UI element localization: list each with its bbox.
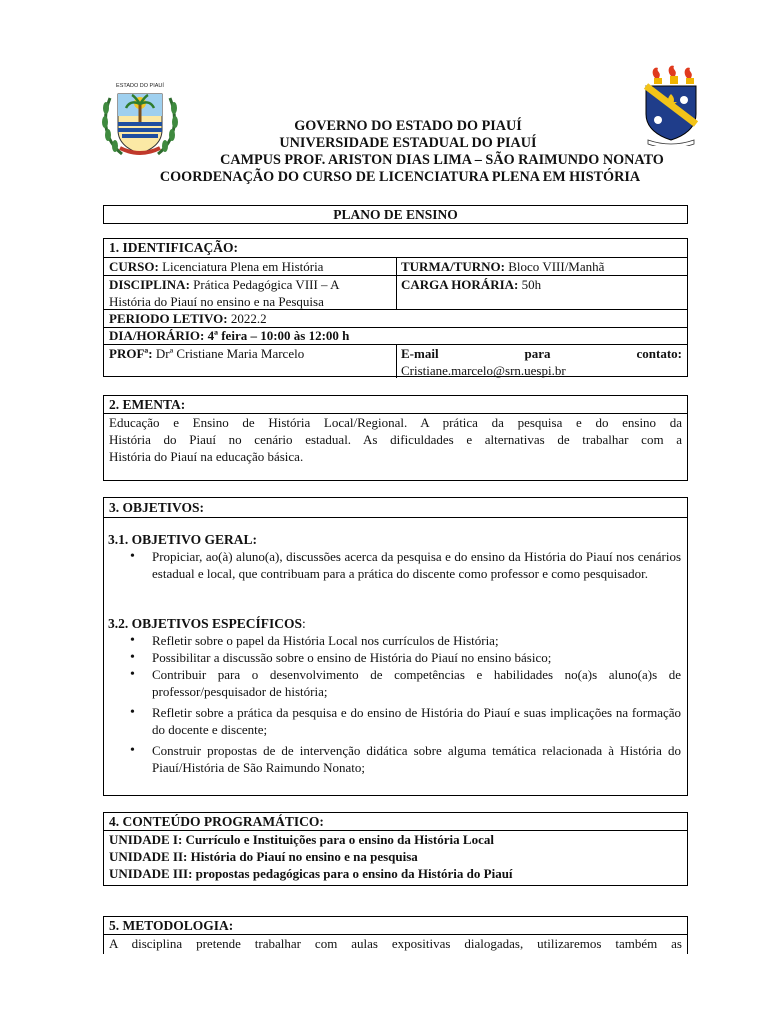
seal-caption: ESTADO DO PIAUÍ [116,83,164,89]
conteudo-unidades [104,831,687,882]
email-label-2: para [524,346,551,361]
prof-value: Drª Cristiane Maria Marcelo [155,346,305,361]
objetivos-especificos [104,616,687,776]
email-label-1: E-mail [401,346,439,361]
curso-value: Licenciatura Plena em História [162,259,324,274]
prof-label: PROFª: [109,346,153,361]
objetivo-geral-title: 3.1. OBJETIVO GERAL: [108,532,258,547]
ementa-line-2: História do Piauí no cenário estadual. As dificuldades e alternativas de trabalhar com a [109,432,682,447]
list-item: • Construir propostas de de intervenção didática sobre alguma temática relacionada à História do Piauí/História de São Raimundo Nonato; [104,742,687,776]
piaui-state-seal [100,78,180,160]
curso-label: CURSO: [109,259,159,274]
identificacao-title: 1. IDENTIFICAÇÃO: [109,240,239,255]
objetivos-especificos-title: 3.2. OBJETIVOS ESPECÍFICOS: [108,616,306,631]
periodo-value: 2022.2 [230,311,267,326]
unidade-i: UNIDADE I: Currículo e Instituições para o ensino da História Local [109,832,494,847]
periodo-label: PERIODO LETIVO: [109,311,228,326]
carga-label: CARGA HORÁRIA: [401,277,519,292]
curso-row [104,258,396,275]
list-item: • Contribuir para o desenvolvimento de competências e habilidades no(a)s aluno(a)s de professor/pesquisador de história; [104,666,687,700]
ementa-line-1: Educação e Ensino de História Local/Regional. A prática da pesquisa e do ensino da [109,415,682,430]
disciplina-label: DISCIPLINA: [109,277,190,292]
objetivo-geral-list [104,548,687,582]
uespi-crest [640,64,702,146]
ementa-text [104,414,687,465]
objetivos-especificos-list [104,632,687,776]
header-universidade: UNIVERSIDADE ESTADUAL DO PIAUÍ [279,135,537,151]
metodologia-title: 5. METODOLOGIA: [109,918,234,933]
objetivos-section [103,497,688,796]
disciplina-row [104,276,396,310]
email-value: Cristiane.marcelo@srn.uespi.br [401,363,566,378]
conteudo-title: 4. CONTEÚDO PROGRAMÁTICO: [109,814,324,829]
header-coordenacao: COORDENAÇÃO DO CURSO DE LICENCIATURA PLENA EM HISTÓRIA [159,169,641,185]
plan-title-box [103,205,688,224]
list-item: • Possibilitar a discussão sobre o ensino de História do Piauí no ensino básico; [104,649,687,666]
metodologia-line-1: A disciplina pretende trabalhar com aulas expositivas dialogadas, utilizaremos também as [109,936,682,951]
periodo-row [104,310,687,327]
plan-title: PLANO DE ENSINO [333,207,458,222]
objetivos-title: 3. OBJETIVOS: [109,500,205,515]
ementa-title: 2. EMENTA: [109,397,186,412]
list-item: • Refletir sobre a prática da pesquisa e do ensino de História do Piauí e suas implicações na formação do docente e discente; [104,704,687,738]
turma-label: TURMA/TURNO: [401,259,505,274]
header-campus: CAMPUS PROF. ARISTON DIAS LIMA – SÃO RAIMUNDO NONATO [220,152,664,168]
identificacao-section [103,238,688,377]
disciplina-value-2: História do Piauí no ensino e na Pesquisa [109,294,324,309]
conteudo-section [103,812,688,886]
turma-value: Bloco VIII/Manhã [508,259,605,274]
list-item: • Propiciar, ao(à) aluno(a), discussões acerca da pesquisa e do ensino da História do Piauí nos cenários estadual e local, que contribuam para a prática do discente como professor e como pesquisador. [104,548,687,582]
email-label-3: contato: [636,346,682,361]
carga-row [396,276,687,293]
unidade-iii: UNIDADE III: propostas pedagógicas para o ensino da História do Piauí [109,866,513,881]
metodologia-section [103,916,688,954]
list-item: • Refletir sobre o papel da História Local nos currículos de História; [104,632,687,649]
unidade-ii: UNIDADE II: História do Piauí no ensino e na pesquisa [109,849,418,864]
ementa-line-3: História do Piauí na educação básica. [109,449,304,464]
objetivo-geral [104,532,687,582]
carga-value: 50h [521,277,542,292]
prof-row [104,345,396,362]
ementa-section [103,395,688,481]
dia-horario: DIA/HORÁRIO: 4ª feira – 10:00 às 12:00 h [109,328,350,343]
email-row [396,345,687,379]
turma-row [396,258,687,275]
header-governo: GOVERNO DO ESTADO DO PIAUÍ [294,118,522,134]
disciplina-value-1: Prática Pedagógica VIII – A [193,277,340,292]
